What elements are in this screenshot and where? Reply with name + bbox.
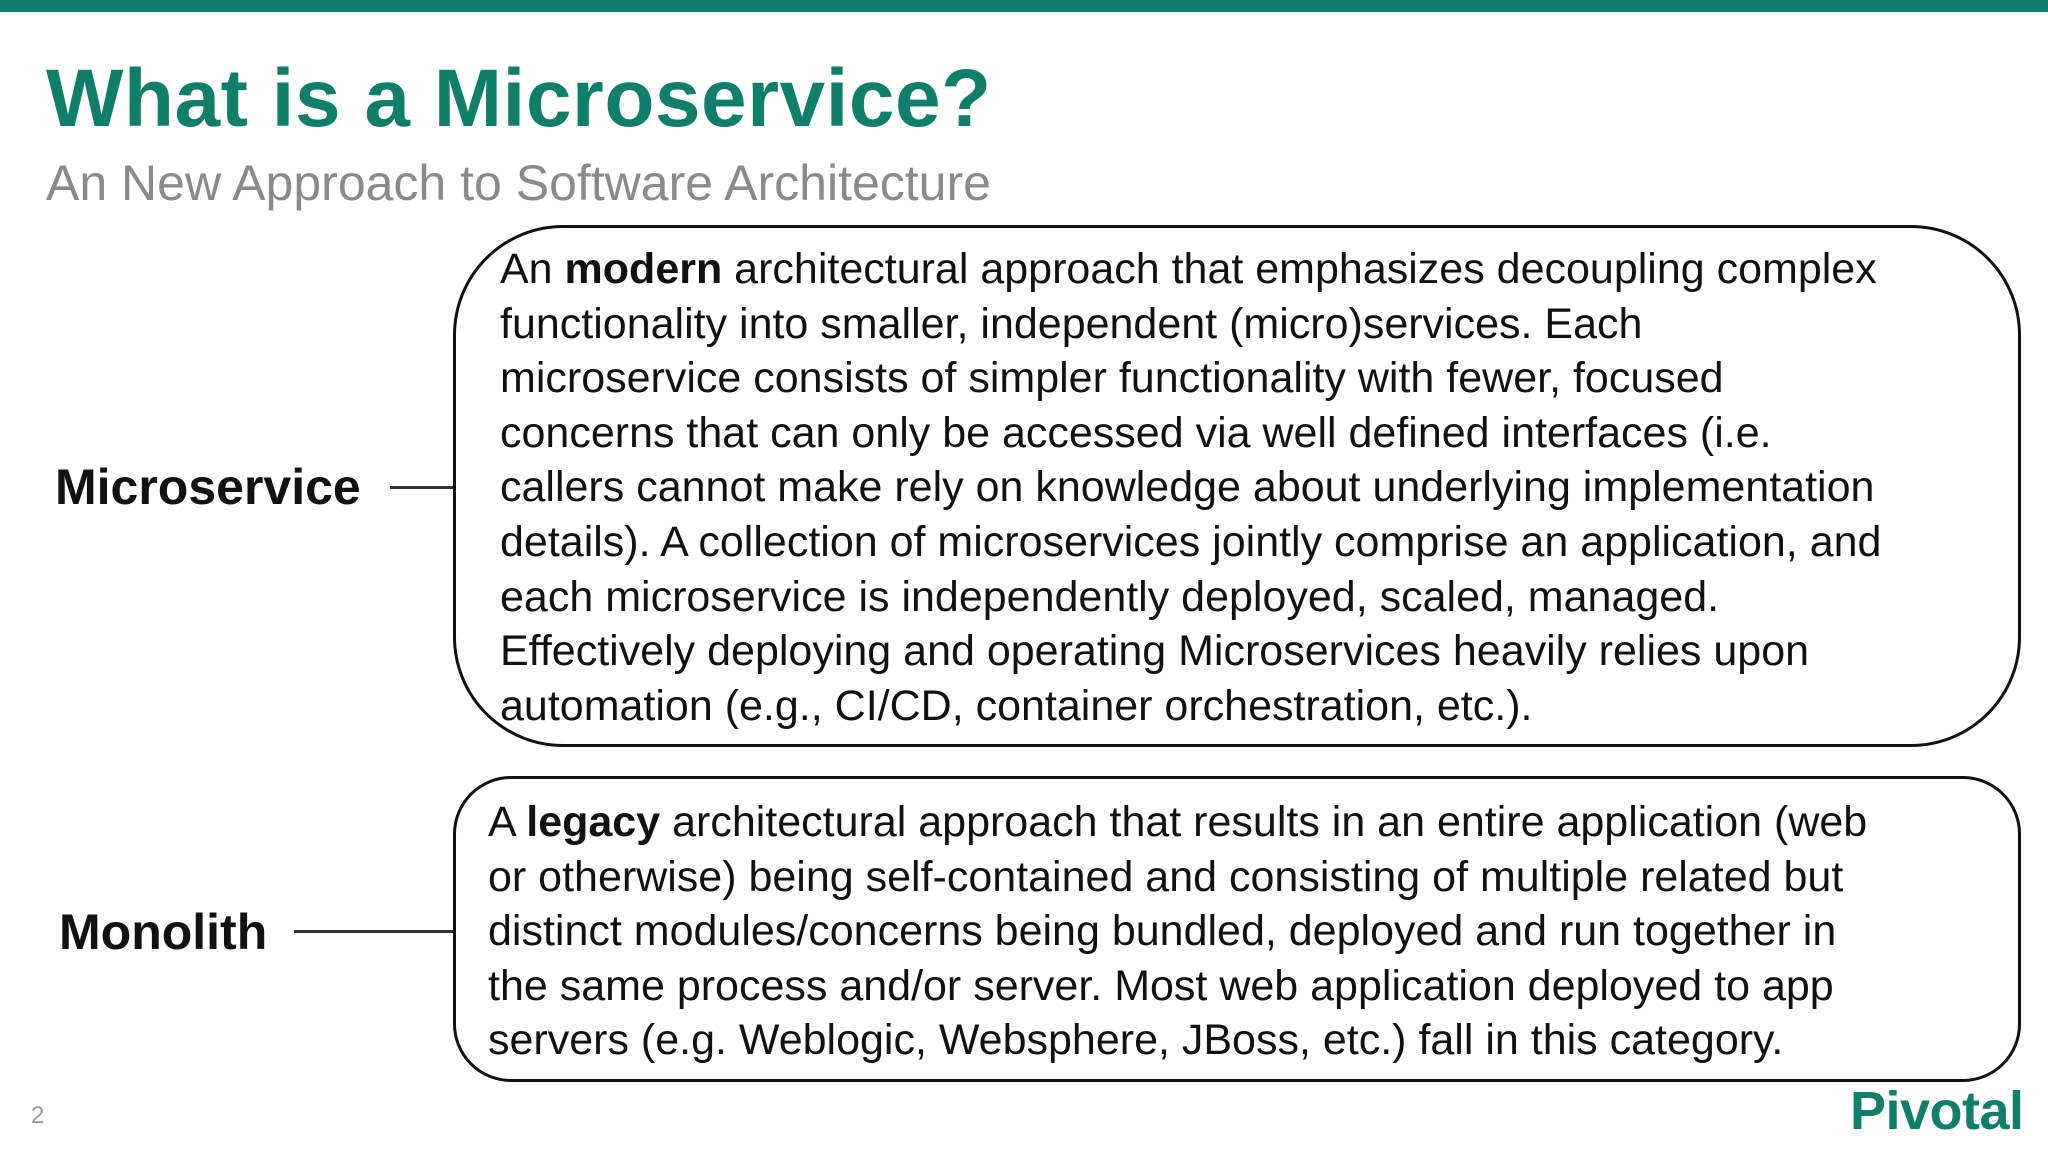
microservice-definition-line: microservice consists of simpler functionality with fewer, focused (500, 354, 1724, 403)
monolith-definition-line: A legacy architectural approach that results in an entire application (web (488, 798, 1868, 846)
monolith-definition-line: servers (e.g. Weblogic, Websphere, JBoss, etc.) fall in this category. (488, 1016, 1784, 1065)
microservice-definition-text (500, 242, 2020, 733)
microservice-definition-line: details). A collection of microservices jointly comprise an application, and (500, 517, 1882, 566)
microservice-definition-line: functionality into smaller, independent (micro)services. Each (500, 299, 1643, 348)
microservice-definition-line: callers cannot make rely on knowledge about underlying implementation (500, 463, 1875, 512)
slide-title: What is a Microservice? (46, 53, 992, 144)
microservice-definition-line: An modern architectural approach that emphasizes decoupling complex (500, 245, 1877, 293)
emphasis-legacy: legacy (526, 798, 661, 846)
monolith-connector-line (294, 930, 455, 933)
pivotal-logo: Pivotal (1850, 1081, 2024, 1141)
emphasis-modern: modern (564, 245, 723, 293)
slide-subtitle: An New Approach to Software Architecture (46, 155, 991, 211)
microservice-connector-line (390, 486, 455, 489)
monolith-definition-line: distinct modules/concerns being bundled, deployed and run together in (488, 907, 1837, 956)
microservice-definition-line: automation (e.g., CI/CD, container orchestration, etc.). (500, 681, 1533, 730)
microservice-term: Microservice (55, 459, 361, 515)
microservice-definition-line: Effectively deploying and operating Microservices heavily relies upon (500, 627, 1810, 676)
monolith-definition-line: the same process and/or server. Most web application deployed to app (488, 961, 1834, 1010)
monolith-term: Monolith (59, 904, 268, 960)
microservice-definition-line: each microservice is independently deployed, scaled, managed. (500, 572, 1720, 621)
page-number: 2 (31, 1102, 45, 1129)
microservice-definition-line: concerns that can only be accessed via well defined interfaces (i.e. (500, 408, 1772, 457)
top-accent-bar (0, 0, 2048, 12)
monolith-definition-line: or otherwise) being self-contained and consisting of multiple related but (488, 852, 1844, 901)
monolith-definition-text (488, 795, 2008, 1068)
